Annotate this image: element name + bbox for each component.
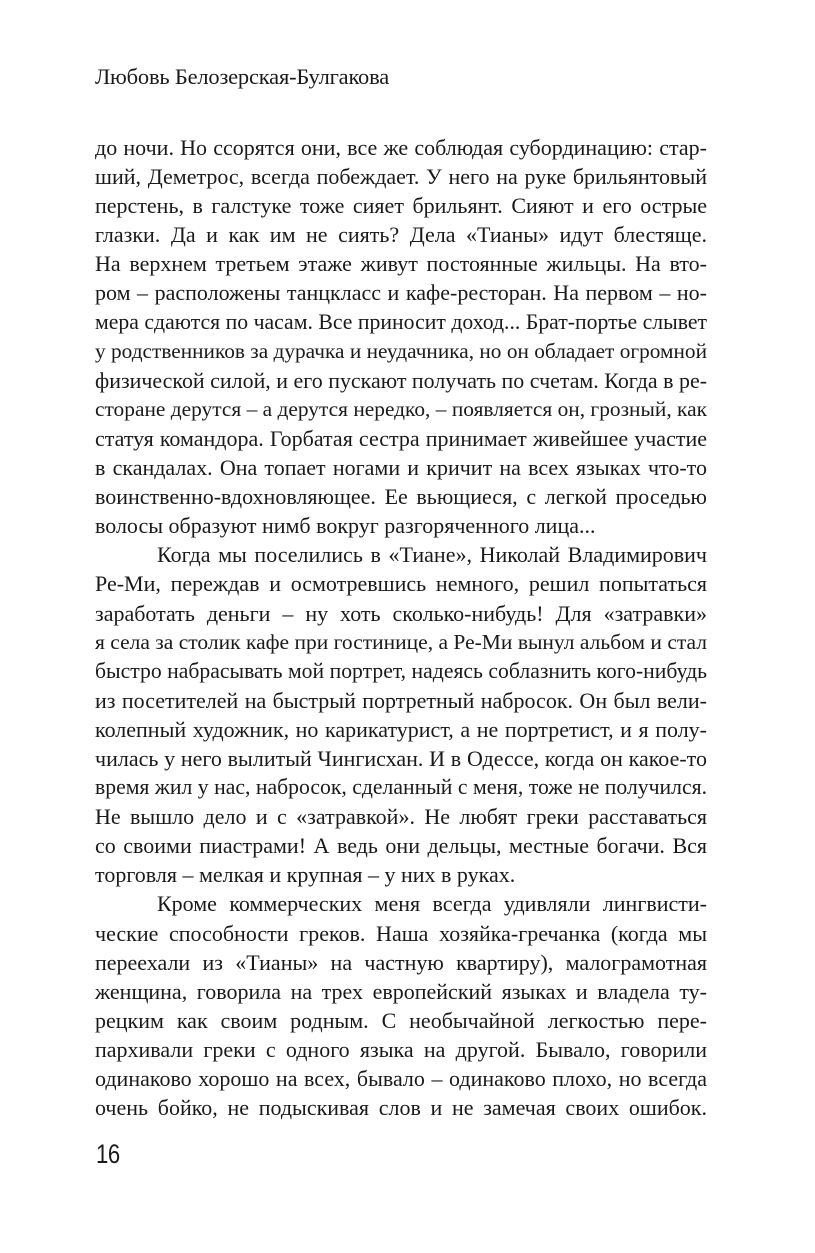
text-line: до ночи. Но ссорятся они, все же соблюдая субординацию: стар- xyxy=(95,135,707,160)
text-line: мера сдаются по часам. Все приносит доход... Брат-портье слывет xyxy=(95,309,707,334)
text-line: со своими пиастрами! А ведь они дельцы, местные богачи. Вся xyxy=(95,833,707,859)
text-line: Когда мы поселились в «Тиане», Николай Владимирович xyxy=(157,542,707,568)
text-line: волосы образуют нимб вокруг разгоряченного лица... xyxy=(95,513,596,539)
text-line: одинаково хорошо на всех, бывало – одинаково плохо, но всегда xyxy=(95,1066,707,1091)
text-line: из посетителей на быстрый портретный набросок. Он был вели- xyxy=(95,687,707,713)
text-line: переехали из «Тианы» на частную квартиру), малограмотная xyxy=(95,949,707,975)
text-line: пархивали греки с одного языка на другой. Бывало, говорили xyxy=(95,1036,707,1062)
text-line: ром – расположены танцкласс и кафе-ресторан. На первом – но- xyxy=(95,280,707,306)
text-line: ший, Деметрос, всегда побеждает. У него на руке брильянтовый xyxy=(95,164,707,190)
text-line: перстень, в галстуке тоже сияет брильянт. Сияют и его острые xyxy=(95,193,707,219)
text-line: глазки. Да и как им не сиять? Дела «Тианы» идут блестяще. xyxy=(95,222,707,248)
text-line: воинственно-вдохновляющее. Ее вьющиеся, с легкой проседью xyxy=(95,484,707,510)
text-line: Не вышло дело и с «затравкой». Не любят греки расставаться xyxy=(95,804,707,830)
text-line: статуя командора. Горбатая сестра принимает живейшее участие xyxy=(95,425,707,451)
running-head: Любовь Белозерская-Булгакова xyxy=(95,64,390,89)
text-line: Кроме коммерческих меня всегда удивляли лингвисти- xyxy=(157,891,707,917)
text-line: физической силой, и его пускают получать по счетам. Когда в ре- xyxy=(95,367,707,393)
body-text xyxy=(95,133,707,1122)
text-line: сторане дерутся – а дерутся нередко, – появляется он, грозный, как xyxy=(95,396,707,421)
page-number: 16 xyxy=(96,1139,120,1169)
text-line: чилась у него вылитый Чингисхан. И в Одессе, когда он какое-то xyxy=(95,745,707,771)
text-line: заработать деньги – ну хоть сколько-нибудь! Для «затравки» xyxy=(95,600,707,626)
text-line: Ре-Ми, переждав и осмотревшись немного, решил попытаться xyxy=(95,571,707,597)
text-line: у родственников за дурачка и неудачника, но он обладает огромной xyxy=(95,338,707,363)
text-line: рецким как своим родным. С необычайной легкостью пере- xyxy=(95,1007,707,1033)
text-line: я села за столик кафе при гостинице, а Ре-Ми вынул альбом и стал xyxy=(95,629,707,654)
text-line: колепный художник, но карикатурист, а не портретист, и я полу- xyxy=(95,716,707,742)
text-line: женщина, говорила на трех европейский языках и владела ту- xyxy=(95,978,707,1004)
text-line: На верхнем третьем этаже живут постоянные жильцы. На вто- xyxy=(95,251,707,277)
text-line: очень бойко, не подыскивая слов и не замечая своих ошибок. xyxy=(95,1095,707,1121)
text-line: быстро набрасывать мой портрет, надеясь соблазнить кого-нибудь xyxy=(95,658,707,683)
text-line: ческие способности греков. Наша хозяйка-гречанка (когда мы xyxy=(95,920,707,946)
text-line: в скандалах. Она топает ногами и кричит на всех языках что-то xyxy=(95,455,707,481)
text-line: торговля – мелкая и крупная – у них в руках. xyxy=(95,862,516,888)
text-line: время жил у нас, набросок, сделанный с меня, тоже не получился. xyxy=(95,775,707,800)
